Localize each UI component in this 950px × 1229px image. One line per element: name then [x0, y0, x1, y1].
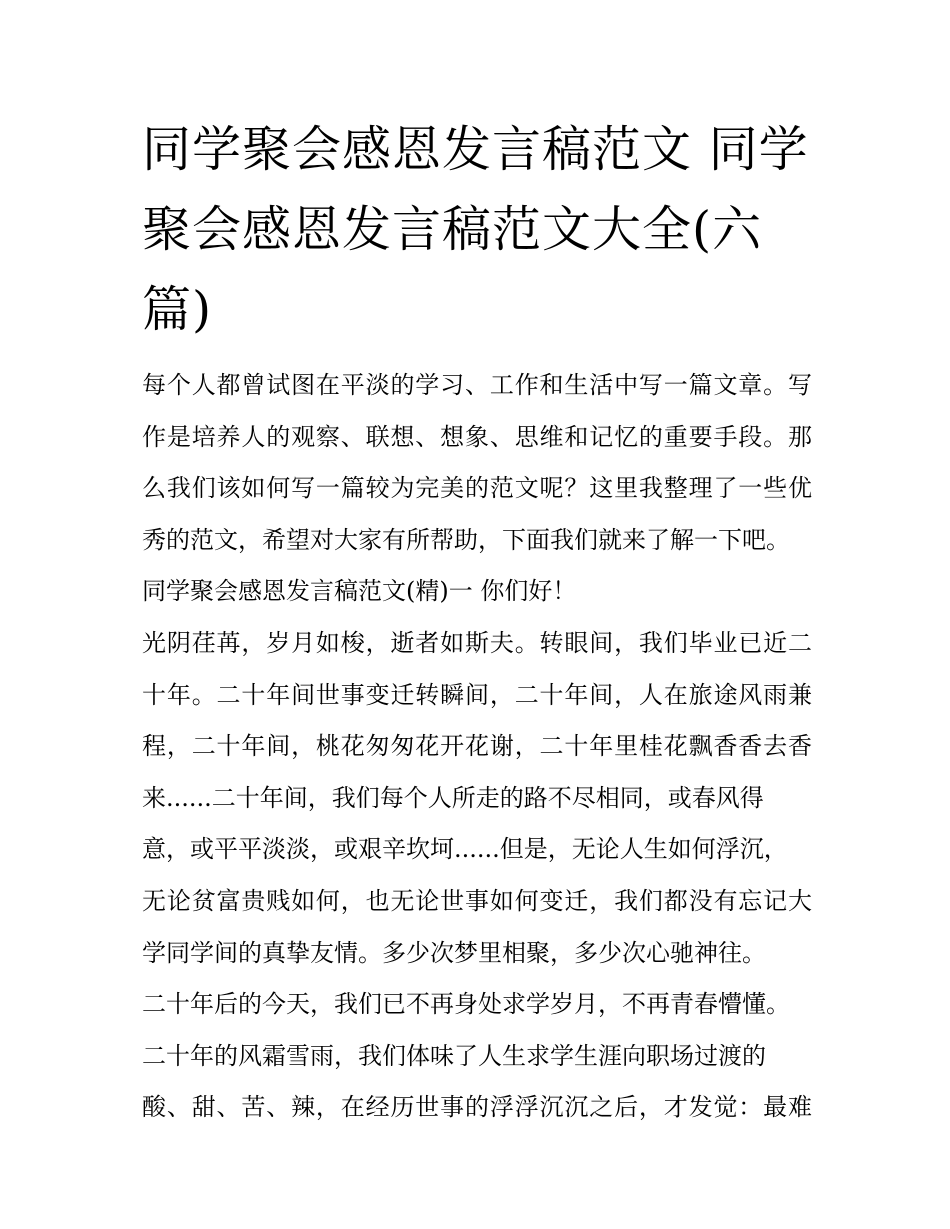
document-body: [142, 360, 812, 1134]
body-line: 二十年的风霜雪雨，我们体味了人生求学生涯向职场过渡的: [142, 1041, 766, 1070]
body-line: 意，或平平淡淡，或艰辛坎坷......但是，无论人生如何浮沉，: [142, 835, 788, 864]
document-page: [142, 110, 812, 1134]
body-line: 来......二十年间，我们每个人所走的路不尽相同，或春风得: [142, 783, 764, 812]
body-line: 无论贫富贵贱如何，也无论世事如何变迁，我们都没有忘记大: [142, 886, 812, 915]
title-line: 篇): [142, 281, 213, 338]
body-line: 秀的范文，希望对大家有所帮助，下面我们就来了解一下吧。: [142, 525, 790, 554]
body-line: 学同学间的真挚友情。多少次梦里相聚，多少次心驰神往。: [142, 938, 766, 967]
body-line: 作是培养人的观察、联想、想象、思维和记忆的重要手段。那: [142, 422, 812, 451]
body-line: 酸、甜、苦、辣，在经历世事的浮浮沉沉之后，才发觉：最难: [142, 1093, 812, 1122]
body-line: 每个人都曾试图在平淡的学习、工作和生活中写一篇文章。写: [142, 371, 812, 399]
document-title: [142, 110, 812, 350]
body-line: 十年。二十年间世事变迁转瞬间，二十年间，人在旅途风雨兼: [142, 680, 812, 709]
body-line: 么我们该如何写一篇较为完美的范文呢？这里我整理了一些优: [142, 474, 812, 503]
body-line: 程，二十年间，桃花匆匆花开花谢，二十年里桂花飘香香去香: [142, 732, 812, 761]
body-line: 二十年后的今天，我们已不再身处求学岁月，不再青春懵懂。: [142, 990, 790, 1019]
body-line: 同学聚会感恩发言稿范文(精)一 你们好！: [142, 577, 577, 606]
title-line: 聚会感恩发言稿范文大全(六: [142, 201, 763, 258]
body-line: 光阴荏苒，岁月如梭，逝者如斯夫。转眼间，我们毕业已近二: [142, 628, 812, 657]
title-line: 同学聚会感恩发言稿范文 同学: [142, 121, 809, 178]
